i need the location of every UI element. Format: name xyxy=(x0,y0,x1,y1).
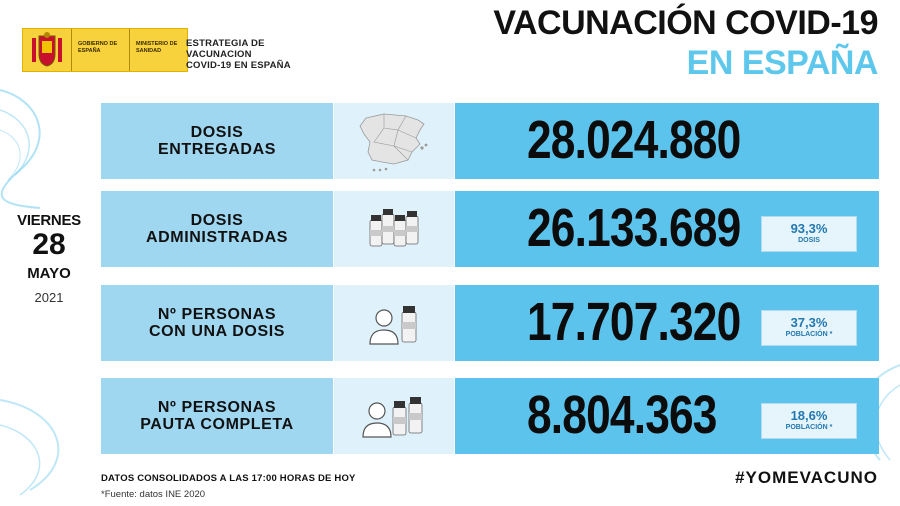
stat-label: Nº PERSONAS CON UNA DOSIS xyxy=(101,285,333,361)
badge-percentage: 93,3% xyxy=(790,221,828,236)
page-title: VACUNACIÓN COVID-19 xyxy=(493,4,878,42)
stat-row-dosis-entregadas xyxy=(101,103,879,179)
footer-source-note: *Fuente: datos INE 2020 xyxy=(101,489,206,500)
decorative-swirl-left xyxy=(0,80,60,210)
strategy-title: ESTRATEGIA DE VACUNACION COVID-19 EN ESPAÑA xyxy=(186,38,291,71)
spain-map-icon xyxy=(334,103,454,179)
date-weekday: VIERNES xyxy=(17,212,81,229)
date-year: 2021 xyxy=(34,290,64,305)
stat-value: 26.133.689 xyxy=(527,198,741,258)
badge-label: POBLACIÓN * xyxy=(785,424,833,431)
logo-ministerio-text: MINISTERIO DE SANIDAD xyxy=(129,29,187,71)
stat-value-box xyxy=(455,103,879,179)
stat-value: 8.804.363 xyxy=(527,385,717,445)
government-logo xyxy=(22,28,188,72)
stat-row-dosis-administradas xyxy=(101,191,879,267)
stat-value: 28.024.880 xyxy=(527,110,741,170)
stat-label: DOSIS ADMINISTRADAS xyxy=(101,191,333,267)
report-date xyxy=(0,212,98,305)
stat-label: Nº PERSONAS PAUTA COMPLETA xyxy=(101,378,333,454)
stat-value-box xyxy=(455,378,879,454)
badge-percentage: 37,3% xyxy=(790,315,828,330)
person-two-vials-icon xyxy=(334,378,454,454)
stat-value-box xyxy=(455,285,879,361)
footer-consolidated-note: DATOS CONSOLIDADOS A LAS 17:00 HORAS DE HOY xyxy=(101,473,356,484)
stat-row-personas-una-dosis xyxy=(101,285,879,361)
badge-label: POBLACIÓN * xyxy=(785,331,833,338)
hashtag: #YOMEVACUNO xyxy=(735,468,878,487)
percentage-badge xyxy=(761,403,857,439)
badge-label: DOSIS xyxy=(798,237,820,244)
percentage-badge xyxy=(761,216,857,252)
coat-of-arms-icon xyxy=(23,29,71,71)
stat-label: DOSIS ENTREGADAS xyxy=(101,103,333,179)
date-month: MAYO xyxy=(27,265,71,282)
logo-gobierno-text: GOBIERNO DE ESPAÑA xyxy=(71,29,129,71)
percentage-badge xyxy=(761,310,857,346)
stat-value: 17.707.320 xyxy=(527,292,741,352)
badge-percentage: 18,6% xyxy=(790,408,828,423)
person-vial-icon xyxy=(334,285,454,361)
stat-row-pauta-completa xyxy=(101,378,879,454)
page-subtitle: EN ESPAÑA xyxy=(686,44,878,82)
vaccine-vials-icon xyxy=(334,191,454,267)
date-day: 28 xyxy=(32,228,66,261)
stat-value-box xyxy=(455,191,879,267)
decorative-swirl-bottom-left xyxy=(0,380,90,500)
